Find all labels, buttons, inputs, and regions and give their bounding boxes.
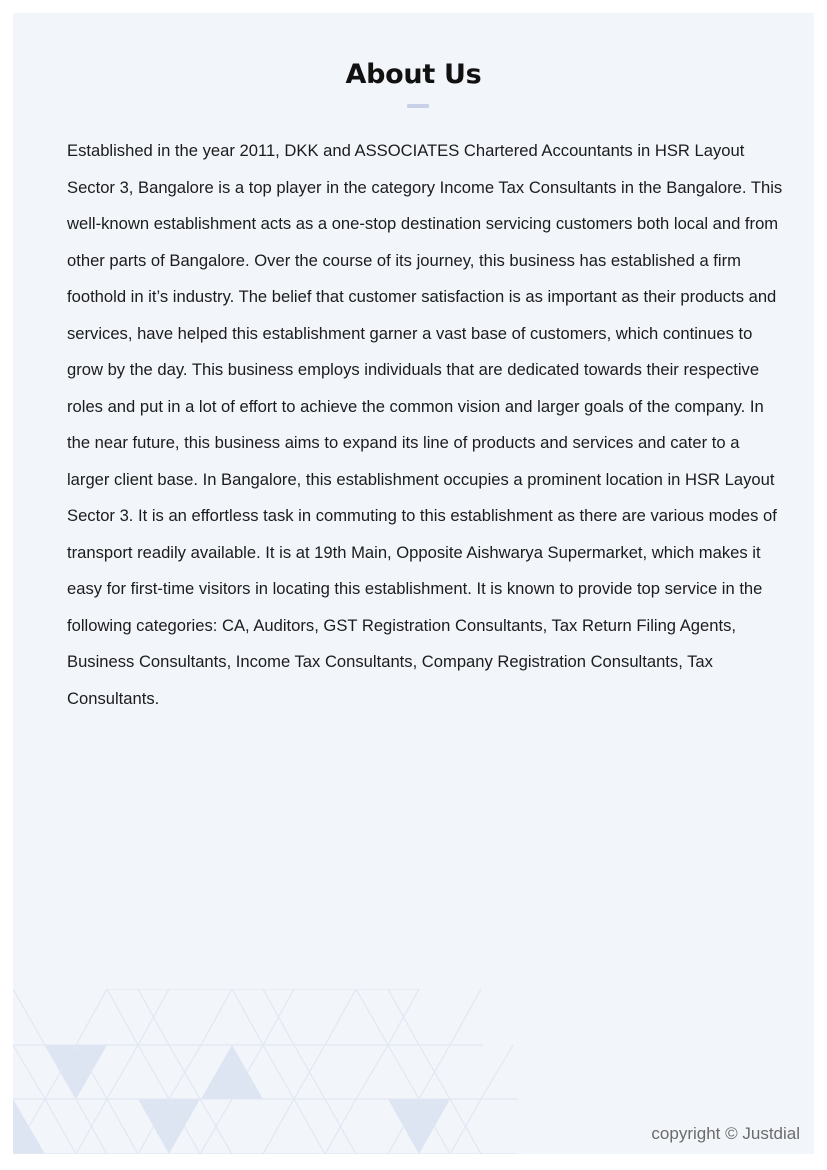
triangle-pattern-decoration	[13, 989, 518, 1154]
title-underline	[407, 104, 429, 108]
page-title: About Us	[345, 59, 482, 90]
copyright-text: copyright © Justdial	[651, 1124, 800, 1143]
about-paragraph: Established in the year 2011, DKK and ASSOCIATES Chartered Accountants in HSR Layout Sector 3, Bangalore is a top player in the category Income Tax Consultants in the Bangalore. This well-known establishment acts as a one-stop destination servicing customers both local and from other parts of Bangalore. Over the course of its journey, this business has established a firm foothold in it’s industry. The belief that customer satisfaction is as important as their products and services, have helped this establishment garner a vast base of customers, which continues to grow by the day. This business employs individuals that are dedicated towards their respective roles and put in a lot of effort to achieve the common vision and larger goals of the company. In the near future, this business aims to expand its line of products and services and cater to a larger client base. In Bangalore, this establishment occupies a prominent location in HSR Layout Sector 3. It is an effortless task in commuting to this establishment as there are various modes of transport readily available. It is at 19th Main, Opposite Aishwarya Supermarket, which makes it easy for first-time visitors in locating this establishment. It is known to provide top service in the following categories: CA, Auditors, GST Registration Consultants, Tax Return Filing Agents, Business Consultants, Income Tax Consultants, Company Registration Consultants, Tax Consultants.	[67, 141, 783, 708]
document-page	[13, 13, 814, 1154]
